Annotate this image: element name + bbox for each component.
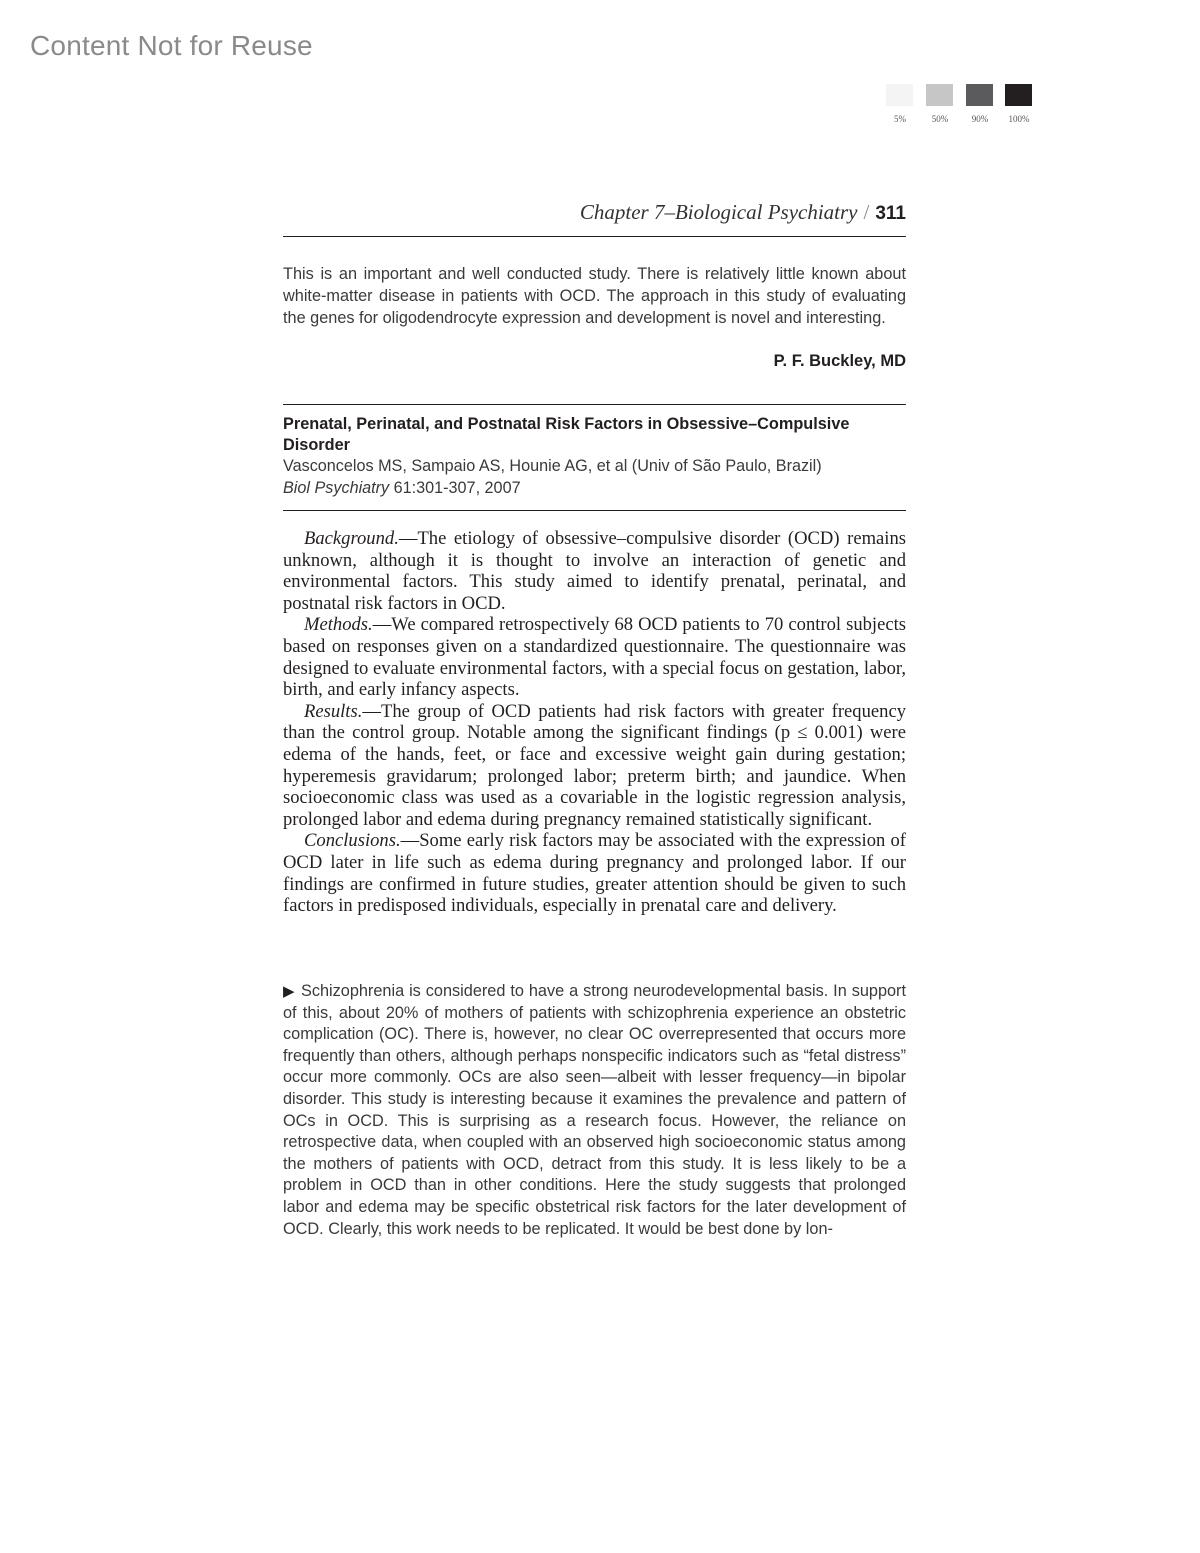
swatch-100	[1005, 84, 1032, 106]
editor-commentary	[283, 981, 906, 1240]
section-text: —The etiology of obsessive–compulsive disorder (OCD) remains unknown, although it is thought to involve an interaction of genetic and environmental factors. This study aimed to identify prenatal, perinatal, and postnatal risk factors in OCD.	[283, 528, 906, 614]
section-label: Conclusions.	[304, 830, 401, 852]
swatch-50	[926, 84, 953, 106]
page-number: 311	[875, 203, 906, 224]
header-separator: /	[863, 200, 870, 224]
triangle-right-icon: ▶	[283, 983, 295, 1000]
swatch-label: 50%	[931, 114, 949, 124]
previous-commentary: This is an important and well conducted study. There is relatively little known about white-matter disease in patients with OCD. The approach in this study of evaluating the genes for oligodendrocyte expression and development is novel and interesting.	[283, 265, 906, 327]
swatch-5	[886, 84, 913, 106]
abstract-methods	[283, 614, 906, 700]
section-text: —We compared retrospectively 68 OCD patients to 70 control subjects based on responses given on a standardized questionnaire. The questionnaire was designed to evaluate environmental factors, with a special focus on gestation, labor, birth, and early infancy aspects.	[283, 614, 906, 701]
commentary-author: P. F. Buckley, MD	[773, 352, 906, 370]
abstract-background	[283, 528, 906, 614]
abstract-conclusions	[283, 830, 906, 916]
swatch-label: 90%	[971, 114, 989, 124]
section-label: Background.	[304, 528, 399, 549]
article-authors: Vasconcelos MS, Sampaio AS, Hounie AG, et al (Univ of São Paulo, Brazil)	[283, 457, 822, 475]
swatch-label: 100%	[1008, 114, 1030, 124]
commentary-text: Schizophrenia is considered to have a strong neurodevelopmental basis. In support of this, about 20% of mothers of patients with schizophrenia experience an obstetric complication (OC). There is, however, no clear OC overrepresented that occurs more frequently than others, although perhaps nonspecific indicators such as “fetal distress” occur more commonly. OCs are also seen—albeit with lesser frequency—in bipolar disorder. This study is interesting because it examines the prevalence and pattern of OCs in OCD. This is surprising as a research focus. However, the reliance on retrospective data, when coupled with an observed high socioeconomic status among the mothers of patients with OCD, detract from this study. It is less likely to be a problem in OCD than in other conditions. Here the study suggests that prolonged labor and edema may be specific obstetrical risk factors for the later development of OCD. Clearly, this work needs to be replicated. It would be best done by lon-	[283, 982, 906, 1238]
swatch-label: 5%	[894, 114, 906, 124]
swatch-90	[966, 84, 993, 106]
running-header	[283, 200, 906, 237]
divider	[283, 404, 906, 405]
chapter-title: Chapter 7–Biological Psychiatry	[579, 200, 858, 224]
article-source	[283, 478, 906, 500]
journal-name: Biol Psychiatry	[283, 478, 390, 497]
article-citation	[283, 456, 906, 499]
journal-citation: 61:301-307, 2007	[389, 478, 521, 497]
section-text: —The group of OCD patients had risk factors with greater frequency than the control group. Notable among the significant findings (p ≤ 0.001) were edema of the hands, feet, or face and excessive weight gain during gestation; hyperemesis gravidarum; prolonged labor; preterm birth; and jaundice. When socioeconomic class was used as a covariable in the logistic regression analysis, prolonged labor and edema during pregnancy remained statistically significant.	[283, 700, 906, 830]
section-label: Results.	[304, 700, 363, 722]
abstract	[283, 528, 906, 917]
watermark-text: Content Not for Reuse	[30, 30, 313, 61]
section-label: Methods.	[304, 614, 373, 636]
abstract-results	[283, 701, 906, 831]
section-text: —Some early risk factors may be associated with the expression of OCD later in life such as edema during pregnancy and prolonged labor. If our findings are confirmed in future studies, greater attention should be given to such factors in predisposed individuals, especially in prenatal care and delivery.	[283, 830, 906, 917]
article-title: Prenatal, Perinatal, and Postnatal Risk Factors in Obsessive–Compulsive Disorder	[283, 415, 850, 454]
divider	[283, 510, 906, 511]
